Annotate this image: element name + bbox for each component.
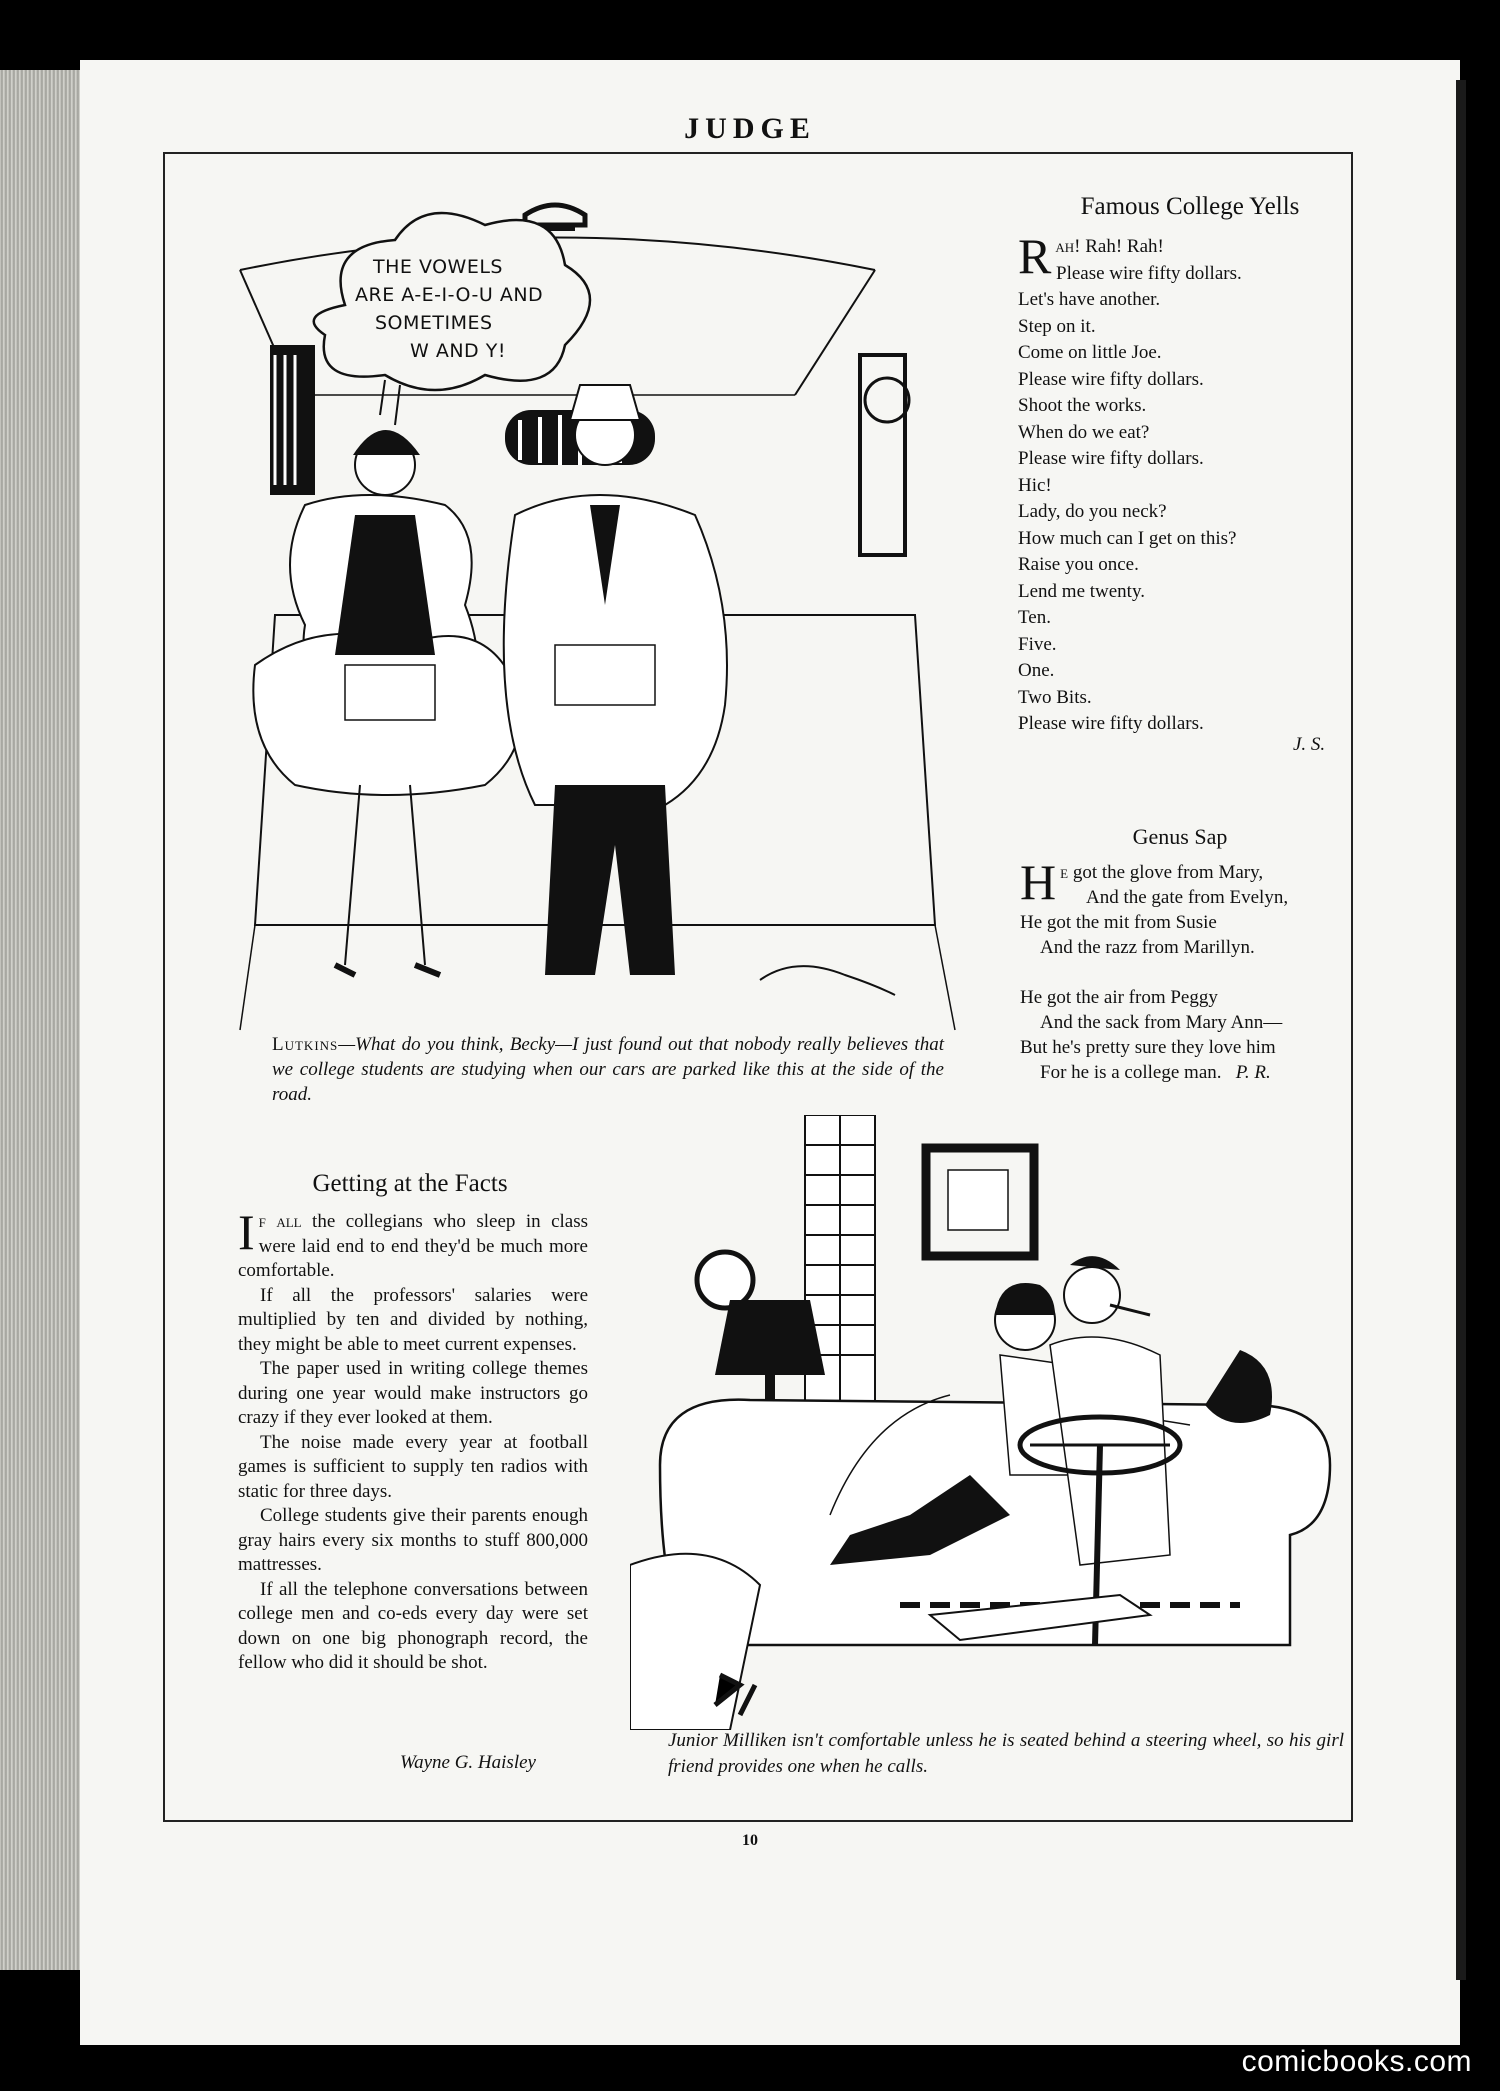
article-author: Wayne G. Haisley — [400, 1752, 536, 1773]
poem2-title: Genus Sap — [1132, 824, 1228, 849]
poem2-line — [1020, 1060, 1360, 1085]
poem2-line: And the razz from Marillyn. — [1040, 937, 1255, 958]
poem2-line — [1020, 960, 1360, 985]
poem1-first-smallcaps: ah — [1055, 236, 1075, 257]
cartoon1-caption — [272, 1032, 944, 1107]
poem1-body — [1018, 228, 1348, 738]
poem1-line: Please wire fifty dollars. — [1018, 713, 1204, 734]
poem1-first-rest: ! Rah! Rah! — [1074, 236, 1164, 257]
poem1-line: Come on little Joe. — [1018, 342, 1162, 363]
caption-text: —What do you think, Becky—I just found out that nobody really believes that we college students are studying when our cars are parked like this at the side of the road. — [272, 1034, 944, 1105]
poem2-first-rest: got the glove from Mary, — [1068, 862, 1264, 883]
speech-line-2: ARE A-E-I-O-U AND — [355, 284, 544, 306]
poem1-line: Lady, do you neck? — [1018, 501, 1167, 522]
article-paragraph: If all the telephone conversations between college men and co-eds every day were set down on one big phonograph record, the fellow who did it should be shot. — [238, 1578, 588, 1673]
article-first-rest: the collegians who sleep in class were laid end to end they'd be much more comfortable. — [238, 1211, 589, 1281]
article-first-paragraph — [238, 1204, 589, 1284]
poem2-line: But he's pretty sure they love him — [1020, 1037, 1276, 1058]
page-number: 10 — [742, 1832, 758, 1849]
poem1-line: How much can I get on this? — [1018, 527, 1237, 549]
poem2-dropcap: H — [1020, 854, 1057, 910]
poem1-dropcap: R — [1018, 228, 1052, 284]
couch-scene-illustration — [630, 1115, 1350, 1730]
poem2-line: And the sack from Mary Ann— — [1040, 1012, 1283, 1033]
poem1-line: Two Bits. — [1018, 686, 1092, 708]
poem1-line: Please wire fifty dollars. — [1018, 448, 1204, 469]
masthead: JUDGE — [684, 112, 816, 145]
poem1-line: Let's have another. — [1018, 289, 1161, 310]
poem1-line: Raise you once. — [1018, 554, 1139, 575]
poem2-first-smallcaps: e — [1060, 862, 1069, 883]
poem1-line: Step on it. — [1018, 315, 1096, 337]
poem1-signature: J. S. — [1293, 734, 1326, 755]
poem2-body — [1020, 854, 1360, 1085]
speech-line-1: THE VOWELS — [373, 256, 503, 278]
poem1-line: Please wire fifty dollars. — [1018, 368, 1204, 390]
cartoon2-caption: Junior Milliken isn't comfortable unless he is seated behind a steering wheel, so his girl friend provides one when he calls. — [668, 1730, 1344, 1777]
article-dropcap: I — [238, 1204, 255, 1260]
article-body — [238, 1204, 589, 1676]
poem2-line: And the gate from Evelyn, — [1086, 887, 1289, 908]
poem1-line: Lend me twenty. — [1018, 580, 1145, 602]
poem1-line: Five. — [1018, 633, 1057, 655]
article-paragraph: If all the professors' salaries were multiplied by ten and divided by nothing, they might be able to meet current expenses. — [238, 1284, 588, 1355]
speech-line-4: W AND Y! — [410, 340, 506, 362]
poem1-line: Shoot the works. — [1018, 395, 1147, 416]
article-title: Getting at the Facts — [312, 1170, 508, 1197]
poem2-last-line: For he is a college man. — [1040, 1062, 1222, 1083]
article-first-smallcaps: f all — [258, 1211, 302, 1232]
poem1-line: When do we eat? — [1018, 421, 1150, 443]
speech-line-3: SOMETIMES — [375, 312, 493, 334]
article-paragraph: The paper used in writing college themes during one year would make instructors go crazy if they ever looked at them. — [238, 1358, 588, 1428]
poem1-line: Hic! — [1018, 474, 1052, 496]
poem1-line: Ten. — [1018, 607, 1051, 628]
car-interior-illustration — [235, 185, 980, 1035]
caption-speaker: Lutkins — [272, 1034, 339, 1055]
page-edge-right — [1456, 80, 1466, 1980]
poem2-line: He got the air from Peggy — [1020, 987, 1218, 1008]
poem1-line: Please wire fifty dollars. — [1056, 262, 1242, 284]
article-paragraph: The noise made every year at football games is sufficient to supply ten radios with static for three days. — [238, 1431, 588, 1502]
cartoon-car-interior — [235, 185, 980, 1035]
poem1-line: One. — [1018, 660, 1055, 681]
poem1-title: Famous College Yells — [1080, 193, 1300, 220]
site-watermark: comicbooks.com — [1241, 2045, 1472, 2078]
poem2-signature: P. R. — [1235, 1062, 1271, 1083]
cartoon-couch-scene — [630, 1115, 1350, 1730]
poem2-line: He got the mit from Susie — [1020, 912, 1217, 933]
article-paragraph: College students give their parents enough gray hairs every six months to stuff 800,000 mattresses. — [238, 1505, 588, 1575]
